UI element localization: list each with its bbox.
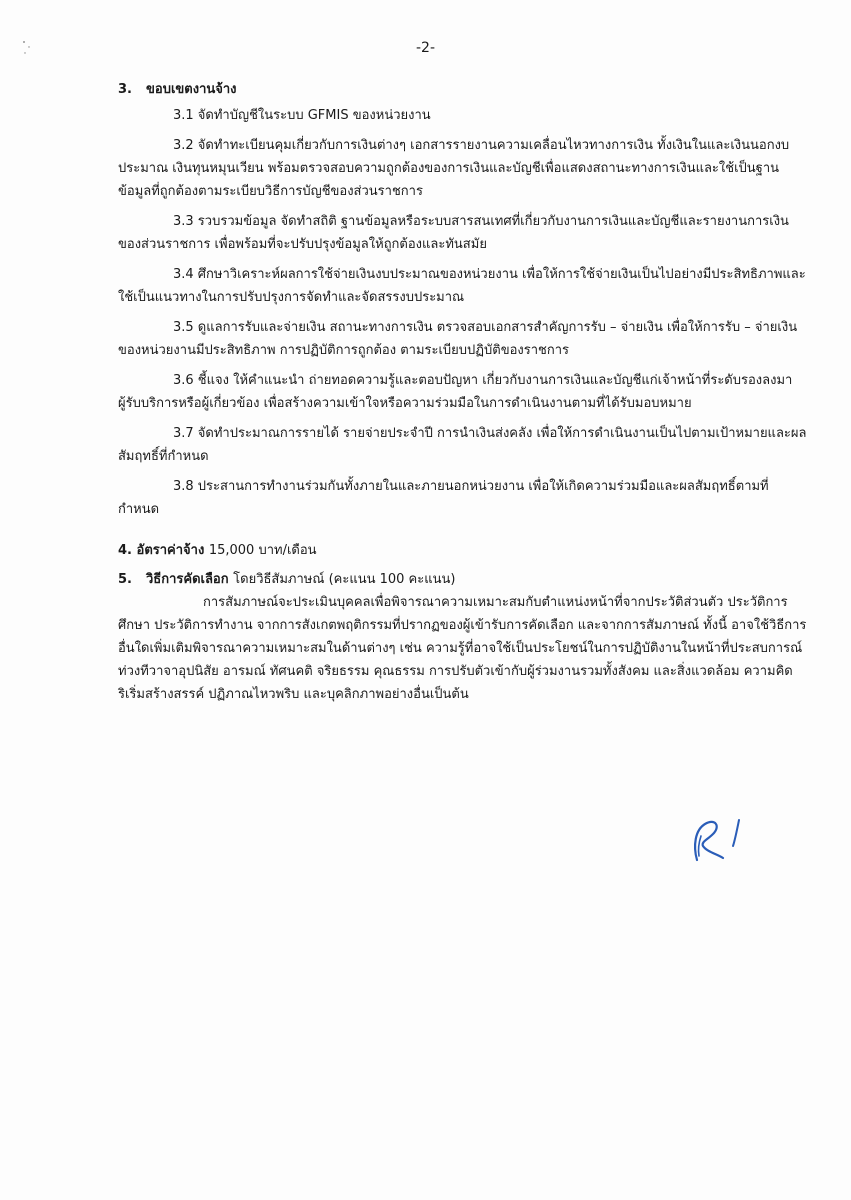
scope-item-3-7: 3.7 จัดทำประมาณการรายได้ รายจ่ายประจำปี การนำเงินส่งคลัง เพื่อให้การดำเนินงานเป็นไปตามเป้าหมายและผลสัมฤทธิ์ที่กำหนด xyxy=(118,426,807,464)
page-number: -2- xyxy=(415,40,435,56)
section-4-title: 4. อัตราค่าจ้าง xyxy=(118,543,205,558)
section-3-heading xyxy=(118,78,808,101)
section-scope-of-work xyxy=(118,78,808,521)
wage-rate-value: 15,000 บาท/เดือน xyxy=(208,543,317,558)
section-3-title: ขอบเขตงานจ้าง xyxy=(146,82,237,97)
document-body xyxy=(118,78,808,706)
scope-item-3-3: 3.3 รวบรวมข้อมูล จัดทำสถิติ ฐานข้อมูลหรือระบบสารสนเทศที่เกี่ยวกับงานการเงินและบัญชีและรายงานการเงินของส่วนราชการ เพื่อพร้อมที่จะปรับปรุงข้อมูลให้ถูกต้องและทันสมัย xyxy=(118,214,789,252)
scope-item-3-2: 3.2 จัดทำทะเบียนคุมเกี่ยวกับการเงินต่างๆ เอกสารรายงานความเคลื่อนไหวทางการเงิน ทั้งเงินในและเงินนอกงบประมาณ เงินทุนหมุนเวียน พร้อมตรวจสอบความถูกต้องของการเงินและบัญชีเพื่อแสดงสถานะทางการเงินและใช้เป็นฐานข้อมูลที่ถูกต้องตามระเบียบวิธีการบัญชีของส่วนราชการ xyxy=(118,138,790,199)
section-5-heading xyxy=(118,568,808,591)
selection-method-paragraph: การสัมภาษณ์จะประเมินบุคคลเพื่อพิจารณาความเหมาะสมกับตำแหน่งหน้าที่จากประวัติส่วนตัว ประวัติการศึกษา ประวัติการทำงาน จากการสังเกตพฤติกรรมที่ปรากฏของผู้เข้ารับการคัดเลือก และจากการสัมภาษณ์ ทั้งนี้ อาจใช้วิธีการอื่นใดเพิ่มเติมพิจารณาความเหมาะสมในด้านต่างๆ เช่น ความรู้ที่อาจใช้เป็นประโยชน์ในการปฏิบัติงานในหน้าที่ประสบการณ์ ท่วงทีวาจาอุปนิสัย อารมณ์ ทัศนคติ จริยธรรม คุณธรรม การปรับตัวเข้ากับผู้ร่วมงานรวมทั้งสังคม และสิ่งแวดล้อม ความคิดริเริ่มสร้างสรรค์ ปฏิภาณไหวพริบ และบุคลิกภาพอย่างอื่นเป็นต้น xyxy=(118,595,807,702)
section-4-wage-rate xyxy=(118,539,808,562)
section-5-number: 5. xyxy=(118,572,132,587)
scope-item-3-5: 3.5 ดูแลการรับและจ่ายเงิน สถานะทางการเงิน ตรวจสอบเอกสารสำคัญการรับ – จ่ายเงิน เพื่อให้การรับ – จ่ายเงินของหน่วยงานมีประสิทธิภาพ การปฏิบัติการถูกต้อง ตามระเบียบปฏิบัติของราชการ xyxy=(118,320,798,358)
scope-item-3-4: 3.4 ศึกษาวิเคราะห์ผลการใช้จ่ายเงินงบประมาณของหน่วยงาน เพื่อให้การใช้จ่ายเงินเป็นไปอย่างมีประสิทธิภาพและใช้เป็นแนวทางในการปรับปรุงการจัดทำและจัดสรรงบประมาณ xyxy=(118,267,806,305)
handwritten-signature xyxy=(683,812,763,872)
section-3-number: 3. xyxy=(118,82,132,97)
section-5-subtitle: โดยวิธีสัมภาษณ์ (คะแนน 100 คะแนน) xyxy=(233,572,456,587)
section-5-title: วิธีการคัดเลือก xyxy=(146,572,229,587)
scope-item-3-8: 3.8 ประสานการทำงานร่วมกันทั้งภายในและภายนอกหน่วยงาน เพื่อให้เกิดความร่วมมือและผลสัมฤทธิ์ตามที่กำหนด xyxy=(118,479,769,517)
scope-item-3-6: 3.6 ชี้แจง ให้คำแนะนำ ถ่ายทอดความรู้และตอบปัญหา เกี่ยวกับงานการเงินและบัญชีแก่เจ้าหน้าที่ระดับรองลงมา ผู้รับบริการหรือผู้เกี่ยวข้อง เพื่อสร้างความเข้าใจหรือความร่วมมือในการดำเนินงานตามที่ได้รับมอบหมาย xyxy=(118,373,793,411)
scope-item-3-1: 3.1 จัดทำบัญชีในระบบ GFMIS ของหน่วยงาน xyxy=(173,108,431,123)
